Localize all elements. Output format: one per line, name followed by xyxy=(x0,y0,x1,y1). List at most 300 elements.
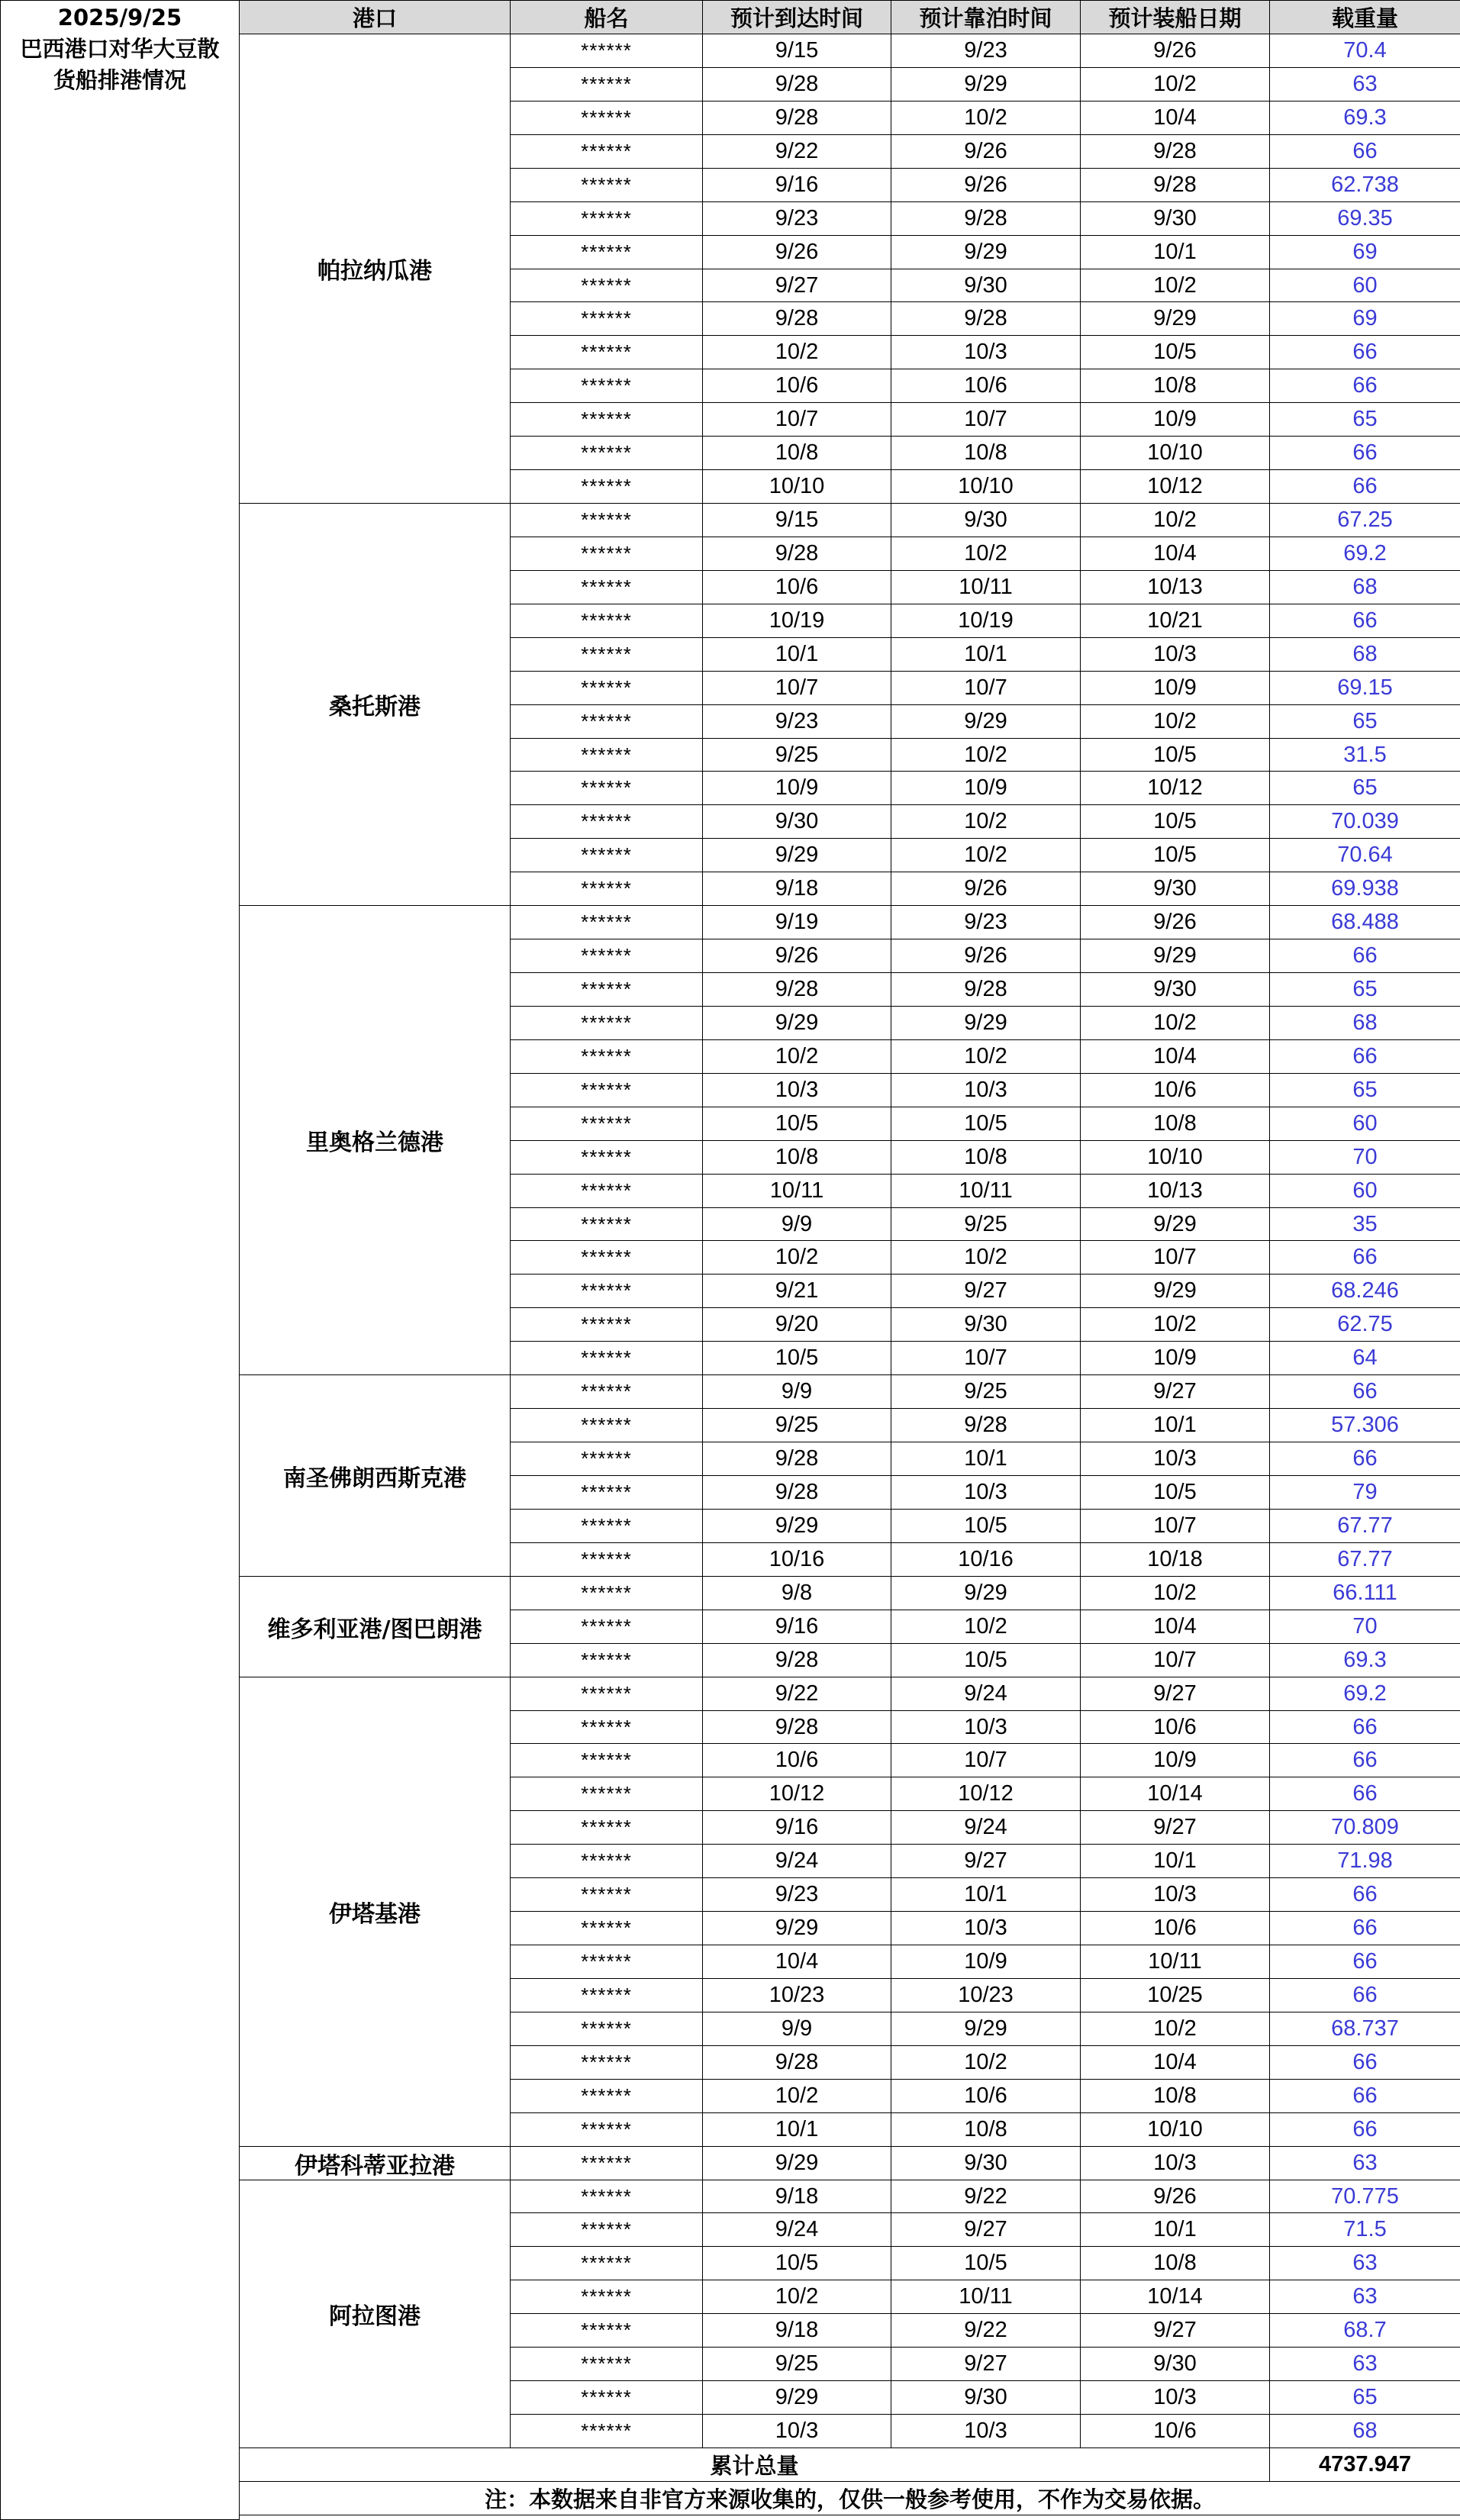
row-loading-date: 10/12 xyxy=(1080,469,1270,504)
row-arrival-date: 9/22 xyxy=(702,134,891,169)
row-ship-name: ****** xyxy=(510,2313,703,2348)
row-tonnage: 63 xyxy=(1269,2246,1460,2280)
row-berth-date: 10/3 xyxy=(891,1073,1081,1107)
row-berth-date: 10/2 xyxy=(891,804,1081,839)
row-tonnage: 70.039 xyxy=(1269,804,1460,839)
row-tonnage: 63 xyxy=(1269,2146,1460,2180)
row-arrival-date: 10/8 xyxy=(702,1140,891,1175)
row-berth-date: 10/8 xyxy=(891,436,1081,470)
row-arrival-date: 10/7 xyxy=(702,671,891,705)
row-arrival-date: 10/19 xyxy=(702,604,891,638)
row-berth-date: 9/23 xyxy=(891,34,1081,68)
row-loading-date: 10/2 xyxy=(1080,1576,1270,1610)
row-berth-date: 9/27 xyxy=(891,2212,1081,2247)
row-tonnage: 63 xyxy=(1269,2280,1460,2314)
row-arrival-date: 10/6 xyxy=(702,570,891,604)
row-loading-date: 10/6 xyxy=(1080,1911,1270,1945)
row-tonnage: 66 xyxy=(1269,1442,1460,1476)
port-name: 伊塔科蒂亚拉港 xyxy=(239,2146,511,2180)
row-ship-name: ****** xyxy=(510,1877,703,1912)
header-ship: 船名 xyxy=(510,0,703,34)
row-ship-name: ****** xyxy=(510,1945,703,1979)
row-ship-name: ****** xyxy=(510,1743,703,1777)
row-arrival-date: 9/28 xyxy=(702,1475,891,1510)
row-arrival-date: 9/27 xyxy=(702,269,891,302)
row-tonnage: 66 xyxy=(1269,1877,1460,1912)
row-tonnage: 69.2 xyxy=(1269,537,1460,571)
row-arrival-date: 10/3 xyxy=(702,2414,891,2448)
row-ship-name: ****** xyxy=(510,503,703,537)
row-ship-name: ****** xyxy=(510,570,703,604)
row-ship-name: ****** xyxy=(510,1307,703,1342)
row-ship-name: ****** xyxy=(510,1107,703,1141)
row-ship-name: ****** xyxy=(510,1374,703,1409)
row-loading-date: 10/3 xyxy=(1080,1877,1270,1912)
row-loading-date: 9/27 xyxy=(1080,1374,1270,1409)
row-tonnage: 60 xyxy=(1269,1107,1460,1141)
row-loading-date: 9/27 xyxy=(1080,2313,1270,2348)
row-berth-date: 9/30 xyxy=(891,269,1081,302)
row-loading-date: 10/4 xyxy=(1080,101,1270,135)
row-arrival-date: 9/18 xyxy=(702,2180,891,2213)
row-arrival-date: 10/1 xyxy=(702,2112,891,2147)
row-loading-date: 10/7 xyxy=(1080,1509,1270,1543)
row-berth-date: 10/5 xyxy=(891,1509,1081,1543)
row-berth-date: 10/5 xyxy=(891,2246,1081,2280)
row-loading-date: 10/1 xyxy=(1080,1408,1270,1442)
row-berth-date: 9/27 xyxy=(891,1844,1081,1878)
row-tonnage: 65 xyxy=(1269,972,1460,1007)
row-ship-name: ****** xyxy=(510,2246,703,2280)
row-ship-name: ****** xyxy=(510,34,703,68)
row-berth-date: 10/19 xyxy=(891,604,1081,638)
row-loading-date: 10/9 xyxy=(1080,402,1270,437)
row-berth-date: 10/7 xyxy=(891,1743,1081,1777)
row-ship-name: ****** xyxy=(510,2280,703,2314)
row-ship-name: ****** xyxy=(510,1844,703,1878)
row-arrival-date: 9/28 xyxy=(702,301,891,336)
row-tonnage: 71.5 xyxy=(1269,2212,1460,2247)
row-tonnage: 69.938 xyxy=(1269,872,1460,906)
row-loading-date: 9/29 xyxy=(1080,1274,1270,1308)
row-loading-date: 10/4 xyxy=(1080,2045,1270,2080)
row-arrival-date: 10/2 xyxy=(702,1039,891,1074)
row-arrival-date: 10/12 xyxy=(702,1777,891,1811)
row-berth-date: 10/10 xyxy=(891,469,1081,504)
row-tonnage: 68 xyxy=(1269,1006,1460,1040)
row-ship-name: ****** xyxy=(510,1911,703,1945)
row-ship-name: ****** xyxy=(510,872,703,906)
row-ship-name: ****** xyxy=(510,2380,703,2415)
row-arrival-date: 9/29 xyxy=(702,1509,891,1543)
row-loading-date: 9/29 xyxy=(1080,939,1270,973)
row-arrival-date: 9/28 xyxy=(702,537,891,571)
row-arrival-date: 9/8 xyxy=(702,1576,891,1610)
row-tonnage: 65 xyxy=(1269,402,1460,437)
row-loading-date: 10/13 xyxy=(1080,570,1270,604)
row-berth-date: 10/7 xyxy=(891,1341,1081,1375)
row-ship-name: ****** xyxy=(510,604,703,638)
row-berth-date: 9/23 xyxy=(891,905,1081,939)
row-arrival-date: 9/25 xyxy=(702,2347,891,2381)
row-arrival-date: 9/16 xyxy=(702,1810,891,1845)
row-loading-date: 10/14 xyxy=(1080,1777,1270,1811)
row-ship-name: ****** xyxy=(510,1341,703,1375)
row-arrival-date: 9/23 xyxy=(702,201,891,236)
row-berth-date: 10/2 xyxy=(891,1039,1081,1074)
row-loading-date: 10/4 xyxy=(1080,537,1270,571)
row-berth-date: 10/7 xyxy=(891,402,1081,437)
row-ship-name: ****** xyxy=(510,335,703,369)
row-ship-name: ****** xyxy=(510,1810,703,1845)
row-berth-date: 9/22 xyxy=(891,2313,1081,2348)
row-loading-date: 10/2 xyxy=(1080,503,1270,537)
row-berth-date: 9/27 xyxy=(891,2347,1081,2381)
row-berth-date: 9/29 xyxy=(891,1006,1081,1040)
row-ship-name: ****** xyxy=(510,2180,703,2213)
row-arrival-date: 9/16 xyxy=(702,168,891,202)
row-ship-name: ****** xyxy=(510,1240,703,1275)
report-title xyxy=(0,0,240,2520)
row-tonnage: 67.77 xyxy=(1269,1509,1460,1543)
row-arrival-date: 10/11 xyxy=(702,1174,891,1208)
row-tonnage: 65 xyxy=(1269,2380,1460,2415)
row-tonnage: 68.488 xyxy=(1269,905,1460,939)
row-berth-date: 9/29 xyxy=(891,1576,1081,1610)
port-name: 帕拉纳瓜港 xyxy=(239,34,511,504)
row-loading-date: 10/12 xyxy=(1080,771,1270,805)
row-tonnage: 31.5 xyxy=(1269,738,1460,772)
row-berth-date: 10/3 xyxy=(891,1710,1081,1744)
row-tonnage: 68.7 xyxy=(1269,2313,1460,2348)
row-arrival-date: 9/29 xyxy=(702,1911,891,1945)
row-ship-name: ****** xyxy=(510,771,703,805)
row-tonnage: 66 xyxy=(1269,2079,1460,2113)
row-tonnage: 70.775 xyxy=(1269,2180,1460,2213)
row-arrival-date: 10/6 xyxy=(702,369,891,403)
row-berth-date: 10/1 xyxy=(891,1877,1081,1912)
port-name: 维多利亚港/图巴朗港 xyxy=(239,1576,511,1677)
row-loading-date: 10/4 xyxy=(1080,1039,1270,1074)
row-tonnage: 69.3 xyxy=(1269,1643,1460,1677)
row-tonnage: 69.15 xyxy=(1269,671,1460,705)
row-arrival-date: 9/28 xyxy=(702,1643,891,1677)
row-tonnage: 71.98 xyxy=(1269,1844,1460,1878)
row-arrival-date: 9/23 xyxy=(702,704,891,739)
row-loading-date: 10/8 xyxy=(1080,1107,1270,1141)
row-tonnage: 70.809 xyxy=(1269,1810,1460,1845)
row-ship-name: ****** xyxy=(510,838,703,872)
row-tonnage: 63 xyxy=(1269,67,1460,102)
row-arrival-date: 9/15 xyxy=(702,34,891,68)
row-ship-name: ****** xyxy=(510,2414,703,2448)
row-ship-name: ****** xyxy=(510,235,703,269)
row-ship-name: ****** xyxy=(510,1777,703,1811)
row-arrival-date: 9/24 xyxy=(702,1844,891,1878)
row-tonnage: 79 xyxy=(1269,1475,1460,1510)
row-arrival-date: 10/16 xyxy=(702,1542,891,1577)
row-loading-date: 10/2 xyxy=(1080,67,1270,102)
row-loading-date: 10/5 xyxy=(1080,1475,1270,1510)
row-tonnage: 66 xyxy=(1269,436,1460,470)
row-loading-date: 10/10 xyxy=(1080,1140,1270,1175)
row-tonnage: 63 xyxy=(1269,2347,1460,2381)
row-tonnage: 66 xyxy=(1269,1978,1460,2012)
row-tonnage: 69.2 xyxy=(1269,1677,1460,1711)
row-berth-date: 9/28 xyxy=(891,301,1081,336)
row-arrival-date: 9/29 xyxy=(702,1006,891,1040)
row-tonnage: 57.306 xyxy=(1269,1408,1460,1442)
row-ship-name: ****** xyxy=(510,101,703,135)
row-loading-date: 10/9 xyxy=(1080,1743,1270,1777)
row-tonnage: 65 xyxy=(1269,1073,1460,1107)
row-ship-name: ****** xyxy=(510,671,703,705)
row-tonnage: 60 xyxy=(1269,1174,1460,1208)
row-loading-date: 10/7 xyxy=(1080,1643,1270,1677)
row-berth-date: 10/2 xyxy=(891,738,1081,772)
row-tonnage: 69 xyxy=(1269,235,1460,269)
row-tonnage: 70.4 xyxy=(1269,34,1460,68)
row-tonnage: 66 xyxy=(1269,469,1460,504)
row-arrival-date: 9/20 xyxy=(702,1307,891,1342)
row-arrival-date: 9/26 xyxy=(702,939,891,973)
row-ship-name: ****** xyxy=(510,201,703,236)
row-ship-name: ****** xyxy=(510,2079,703,2113)
row-ship-name: ****** xyxy=(510,972,703,1007)
row-ship-name: ****** xyxy=(510,1274,703,1308)
row-berth-date: 10/2 xyxy=(891,1610,1081,1644)
row-loading-date: 10/10 xyxy=(1080,2112,1270,2147)
row-tonnage: 69.3 xyxy=(1269,101,1460,135)
row-loading-date: 10/3 xyxy=(1080,2146,1270,2180)
row-ship-name: ****** xyxy=(510,1442,703,1476)
row-tonnage: 35 xyxy=(1269,1207,1460,1241)
row-tonnage: 66 xyxy=(1269,1777,1460,1811)
row-arrival-date: 9/25 xyxy=(702,1408,891,1442)
row-ship-name: ****** xyxy=(510,1140,703,1175)
row-ship-name: ****** xyxy=(510,1610,703,1644)
row-arrival-date: 9/28 xyxy=(702,2045,891,2080)
row-ship-name: ****** xyxy=(510,67,703,102)
row-berth-date: 10/3 xyxy=(891,1911,1081,1945)
row-loading-date: 9/27 xyxy=(1080,1677,1270,1711)
row-berth-date: 10/9 xyxy=(891,771,1081,805)
row-arrival-date: 9/28 xyxy=(702,1710,891,1744)
row-ship-name: ****** xyxy=(510,168,703,202)
row-berth-date: 10/9 xyxy=(891,1945,1081,1979)
row-berth-date: 10/1 xyxy=(891,637,1081,672)
row-tonnage: 66 xyxy=(1269,134,1460,169)
row-berth-date: 9/28 xyxy=(891,972,1081,1007)
row-ship-name: ****** xyxy=(510,1643,703,1677)
row-berth-date: 10/7 xyxy=(891,671,1081,705)
row-loading-date: 9/28 xyxy=(1080,134,1270,169)
row-tonnage: 66 xyxy=(1269,604,1460,638)
row-loading-date: 10/6 xyxy=(1080,1073,1270,1107)
row-loading-date: 9/26 xyxy=(1080,34,1270,68)
port-name: 伊塔基港 xyxy=(239,1677,511,2147)
row-berth-date: 9/26 xyxy=(891,168,1081,202)
row-arrival-date: 9/19 xyxy=(702,905,891,939)
row-berth-date: 10/3 xyxy=(891,335,1081,369)
row-ship-name: ****** xyxy=(510,905,703,939)
row-loading-date: 10/18 xyxy=(1080,1542,1270,1577)
row-arrival-date: 10/1 xyxy=(702,637,891,672)
header-tonnage: 载重量 xyxy=(1269,0,1460,34)
row-loading-date: 10/11 xyxy=(1080,1945,1270,1979)
row-tonnage: 64 xyxy=(1269,1341,1460,1375)
header-berth: 预计靠泊时间 xyxy=(891,0,1081,34)
row-loading-date: 10/10 xyxy=(1080,436,1270,470)
row-loading-date: 10/14 xyxy=(1080,2280,1270,2314)
row-ship-name: ****** xyxy=(510,939,703,973)
row-arrival-date: 10/5 xyxy=(702,1107,891,1141)
header-port: 港口 xyxy=(239,0,511,34)
row-loading-date: 9/26 xyxy=(1080,905,1270,939)
row-tonnage: 68.246 xyxy=(1269,1274,1460,1308)
row-tonnage: 66 xyxy=(1269,335,1460,369)
row-tonnage: 68 xyxy=(1269,570,1460,604)
row-loading-date: 10/1 xyxy=(1080,235,1270,269)
row-ship-name: ****** xyxy=(510,134,703,169)
row-berth-date: 9/29 xyxy=(891,2012,1081,2046)
row-loading-date: 10/6 xyxy=(1080,1710,1270,1744)
row-loading-date: 10/2 xyxy=(1080,1307,1270,1342)
row-arrival-date: 9/23 xyxy=(702,1877,891,1912)
row-ship-name: ****** xyxy=(510,537,703,571)
row-tonnage: 69 xyxy=(1269,301,1460,336)
row-berth-date: 9/28 xyxy=(891,1408,1081,1442)
title-line2: 货船排港情况 xyxy=(53,67,186,93)
row-arrival-date: 9/22 xyxy=(702,1677,891,1711)
row-arrival-date: 10/4 xyxy=(702,1945,891,1979)
row-loading-date: 9/30 xyxy=(1080,2347,1270,2381)
row-arrival-date: 10/3 xyxy=(702,1073,891,1107)
row-berth-date: 10/2 xyxy=(891,838,1081,872)
row-loading-date: 10/7 xyxy=(1080,1240,1270,1275)
row-tonnage: 66 xyxy=(1269,1039,1460,1074)
row-arrival-date: 9/15 xyxy=(702,503,891,537)
row-loading-date: 9/29 xyxy=(1080,301,1270,336)
row-tonnage: 66 xyxy=(1269,939,1460,973)
row-ship-name: ****** xyxy=(510,1677,703,1711)
row-ship-name: ****** xyxy=(510,2347,703,2381)
row-berth-date: 10/3 xyxy=(891,1475,1081,1510)
header-loading: 预计装船日期 xyxy=(1080,0,1270,34)
row-loading-date: 10/2 xyxy=(1080,1006,1270,1040)
row-loading-date: 10/3 xyxy=(1080,637,1270,672)
row-ship-name: ****** xyxy=(510,369,703,403)
row-tonnage: 62.75 xyxy=(1269,1307,1460,1342)
row-ship-name: ****** xyxy=(510,469,703,504)
row-berth-date: 10/6 xyxy=(891,2079,1081,2113)
header-arrival: 预计到达时间 xyxy=(702,0,891,34)
row-tonnage: 60 xyxy=(1269,269,1460,302)
row-tonnage: 66.111 xyxy=(1269,1576,1460,1610)
port-name: 里奥格兰德港 xyxy=(239,905,511,1375)
row-loading-date: 9/28 xyxy=(1080,168,1270,202)
row-ship-name: ****** xyxy=(510,1475,703,1510)
row-ship-name: ****** xyxy=(510,269,703,302)
row-arrival-date: 10/23 xyxy=(702,1978,891,2012)
row-berth-date: 9/25 xyxy=(891,1207,1081,1241)
disclaimer-note: 注：本数据来自非官方来源收集的，仅供一般参考使用，不作为交易依据。 xyxy=(239,2481,1460,2515)
row-arrival-date: 10/2 xyxy=(702,2280,891,2314)
row-arrival-date: 10/2 xyxy=(702,1240,891,1275)
row-ship-name: ****** xyxy=(510,704,703,739)
total-label: 累计总量 xyxy=(239,2447,1270,2482)
row-arrival-date: 9/28 xyxy=(702,101,891,135)
row-arrival-date: 9/21 xyxy=(702,1274,891,1308)
row-tonnage: 66 xyxy=(1269,1911,1460,1945)
row-berth-date: 9/27 xyxy=(891,1274,1081,1308)
row-ship-name: ****** xyxy=(510,1509,703,1543)
row-loading-date: 10/9 xyxy=(1080,1341,1270,1375)
row-loading-date: 10/9 xyxy=(1080,671,1270,705)
row-tonnage: 70 xyxy=(1269,1610,1460,1644)
row-arrival-date: 9/28 xyxy=(702,972,891,1007)
row-arrival-date: 9/9 xyxy=(702,1207,891,1241)
row-berth-date: 10/2 xyxy=(891,101,1081,135)
row-tonnage: 70 xyxy=(1269,1140,1460,1175)
row-berth-date: 9/24 xyxy=(891,1677,1081,1711)
row-arrival-date: 9/18 xyxy=(702,872,891,906)
row-ship-name: ****** xyxy=(510,738,703,772)
row-berth-date: 10/2 xyxy=(891,1240,1081,1275)
row-tonnage: 65 xyxy=(1269,704,1460,739)
row-loading-date: 10/2 xyxy=(1080,2012,1270,2046)
row-berth-date: 10/5 xyxy=(891,1643,1081,1677)
row-arrival-date: 9/18 xyxy=(702,2313,891,2348)
row-arrival-date: 10/2 xyxy=(702,2079,891,2113)
row-berth-date: 9/25 xyxy=(891,1374,1081,1409)
port-name: 阿拉图港 xyxy=(239,2180,511,2448)
row-arrival-date: 9/16 xyxy=(702,1610,891,1644)
row-berth-date: 10/2 xyxy=(891,537,1081,571)
row-tonnage: 66 xyxy=(1269,369,1460,403)
row-loading-date: 10/8 xyxy=(1080,2246,1270,2280)
row-ship-name: ****** xyxy=(510,1207,703,1241)
row-ship-name: ****** xyxy=(510,637,703,672)
row-ship-name: ****** xyxy=(510,1576,703,1610)
row-arrival-date: 9/30 xyxy=(702,804,891,839)
row-loading-date: 10/2 xyxy=(1080,704,1270,739)
row-berth-date: 9/30 xyxy=(891,2146,1081,2180)
row-berth-date: 9/22 xyxy=(891,2180,1081,2213)
row-loading-date: 10/2 xyxy=(1080,269,1270,302)
row-ship-name: ****** xyxy=(510,1039,703,1074)
row-loading-date: 10/25 xyxy=(1080,1978,1270,2012)
row-tonnage: 65 xyxy=(1269,771,1460,805)
row-ship-name: ****** xyxy=(510,436,703,470)
row-arrival-date: 9/29 xyxy=(702,838,891,872)
row-berth-date: 9/26 xyxy=(891,872,1081,906)
row-ship-name: ****** xyxy=(510,1006,703,1040)
row-arrival-date: 10/6 xyxy=(702,1743,891,1777)
row-arrival-date: 9/9 xyxy=(702,2012,891,2046)
row-arrival-date: 9/29 xyxy=(702,2380,891,2415)
row-loading-date: 10/3 xyxy=(1080,1442,1270,1476)
row-berth-date: 9/29 xyxy=(891,704,1081,739)
title-date: 2025/9/25 xyxy=(57,5,182,31)
row-tonnage: 66 xyxy=(1269,1240,1460,1275)
row-ship-name: ****** xyxy=(510,1542,703,1577)
row-berth-date: 9/30 xyxy=(891,1307,1081,1342)
row-berth-date: 9/26 xyxy=(891,134,1081,169)
row-ship-name: ****** xyxy=(510,2045,703,2080)
row-arrival-date: 10/2 xyxy=(702,335,891,369)
row-ship-name: ****** xyxy=(510,1073,703,1107)
